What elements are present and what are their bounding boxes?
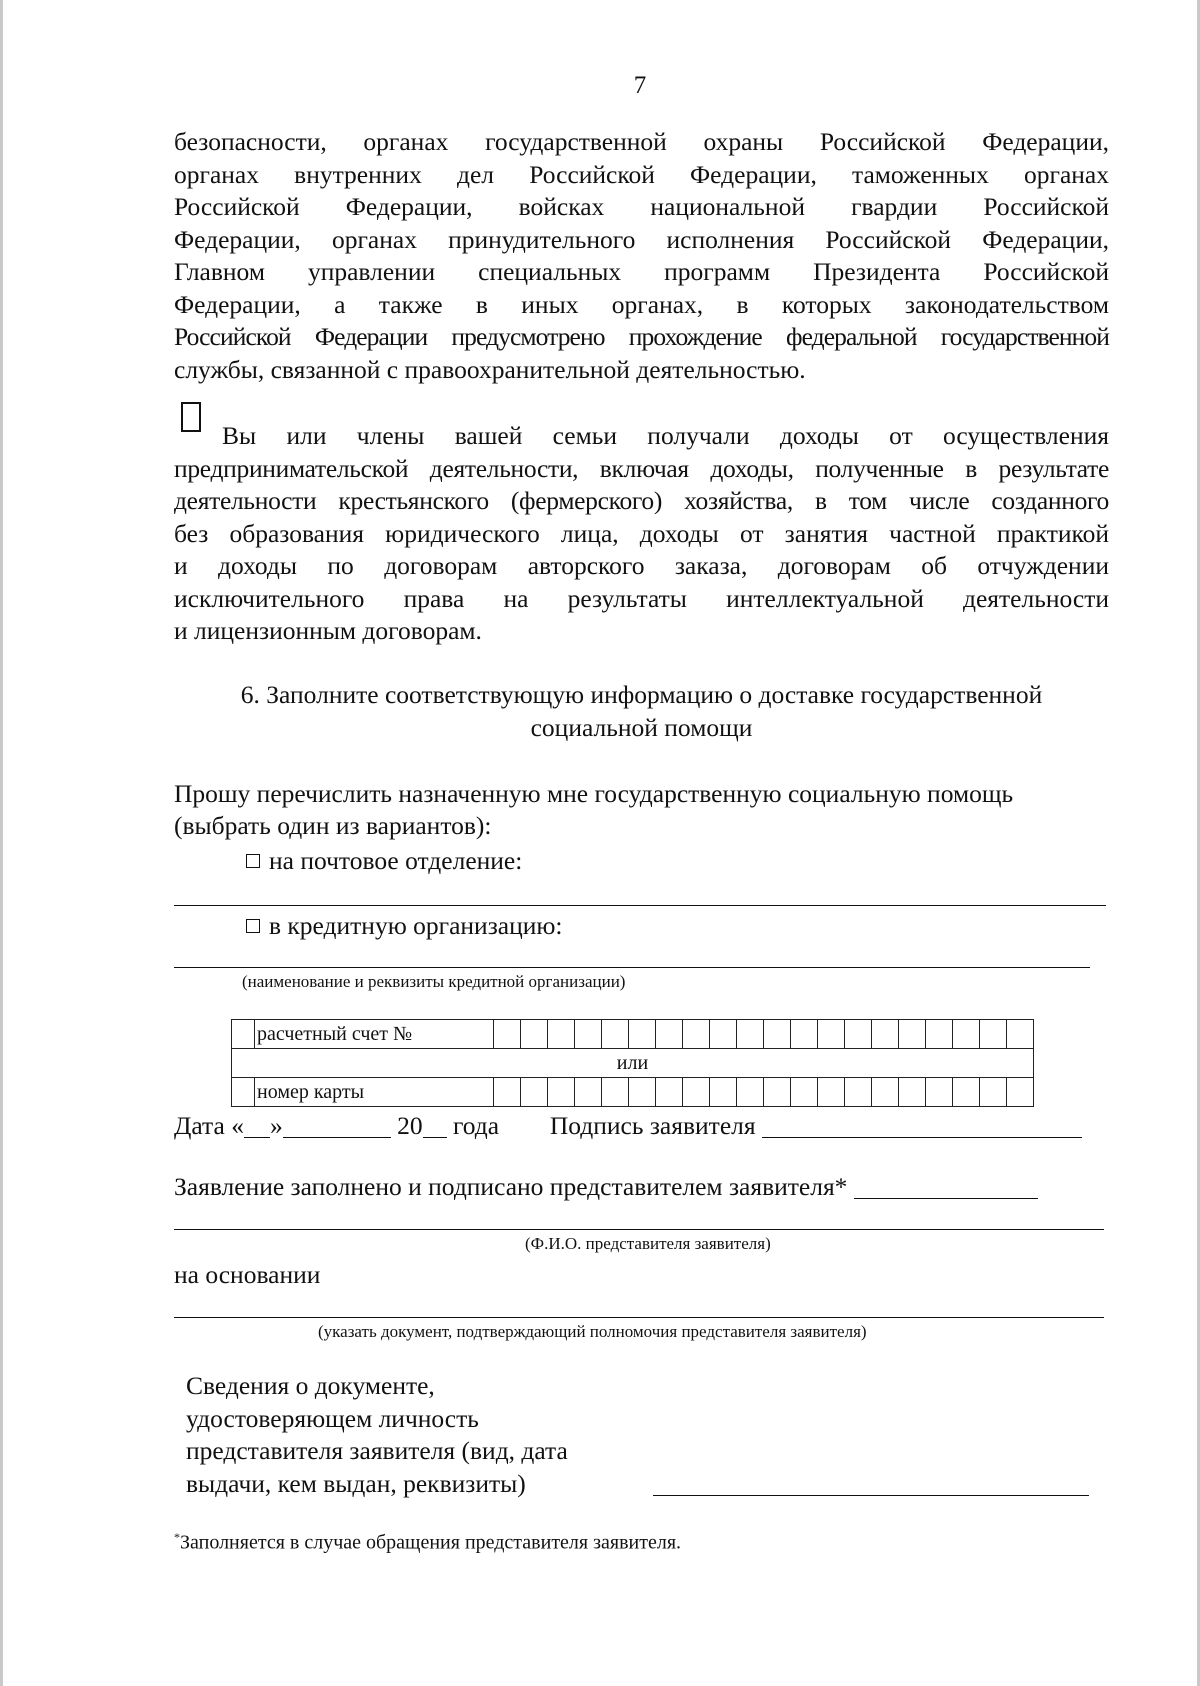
- para1-line: Российской Федерации предусмотрено прохождение федеральной государственной: [174, 322, 1109, 351]
- id-doc-line: удостоверяющем личность: [186, 1403, 479, 1433]
- representative-signature-line[interactable]: [854, 1176, 1038, 1199]
- day-input-line[interactable]: [244, 1115, 270, 1138]
- para2-line: без образования юридического лица, доходы от занятия частной практикой: [174, 518, 1109, 548]
- footnote: [174, 1530, 681, 1555]
- account-digit-cell[interactable]: [710, 1020, 737, 1049]
- basis-caption: (указать документ, подтверждающий полномочия представителя заявителя): [318, 1322, 867, 1341]
- para2-line: исключительного права на результаты интеллектуальной деятельности: [174, 583, 1109, 613]
- para1-line: Российской Федерации, войсках национальной гвардии Российской: [174, 192, 1109, 221]
- account-digit-cell[interactable]: [791, 1020, 818, 1049]
- request-line2: (выбрать один из вариантов):: [174, 811, 492, 840]
- account-digit-cell[interactable]: [845, 1020, 872, 1049]
- basis-input-line[interactable]: [174, 1317, 1104, 1318]
- representative-row: [174, 1172, 1038, 1202]
- id-document-block: [186, 1370, 568, 1500]
- account-digit-cell[interactable]: [1007, 1020, 1034, 1049]
- account-digit-cell[interactable]: [737, 1020, 764, 1049]
- card-digit-cell[interactable]: [845, 1078, 872, 1107]
- card-digit-cell[interactable]: [791, 1078, 818, 1107]
- option-bank-label: в кредитную организацию:: [269, 911, 563, 940]
- account-number-label: расчетный счет №: [255, 1020, 494, 1049]
- account-digit-cell[interactable]: [575, 1020, 602, 1049]
- representative-caption: (Ф.И.О. представителя заявителя): [525, 1234, 771, 1253]
- card-digit-cell[interactable]: [629, 1078, 656, 1107]
- card-digit-cell[interactable]: [926, 1078, 953, 1107]
- month-input-line[interactable]: [283, 1115, 391, 1138]
- request-line1: Прошу перечислить назначенную мне государственную социальную помощь: [174, 779, 1014, 808]
- account-table: [231, 1019, 1034, 1107]
- paragraph-law-enforcement: [174, 126, 1109, 386]
- card-digit-cell[interactable]: [818, 1078, 845, 1107]
- post-office-input-line[interactable]: [174, 905, 1106, 906]
- card-digit-cell[interactable]: [764, 1078, 791, 1107]
- id-doc-line: выдачи, кем выдан, реквизиты): [186, 1468, 526, 1498]
- account-digit-cell[interactable]: [953, 1020, 980, 1049]
- para2-line: деятельности крестьянского (фермерского) хозяйства, в том числе созданного: [174, 486, 1109, 515]
- card-digit-cell[interactable]: [521, 1078, 548, 1107]
- card-digit-cell[interactable]: [602, 1078, 629, 1107]
- para1-line: Главном управлении специальных программ Президента Российской: [174, 257, 1109, 286]
- para2-line: и лицензионным договорам.: [174, 616, 482, 645]
- bank-caption: (наименование и реквизиты кредитной организации): [242, 972, 626, 991]
- or-label: или: [232, 1049, 1034, 1078]
- account-digit-cell[interactable]: [683, 1020, 710, 1049]
- section-6-title-line1: 6. Заполните соответствующую информацию о доставке государственной: [240, 680, 1043, 709]
- account-digit-cell[interactable]: [629, 1020, 656, 1049]
- card-digit-cell[interactable]: [980, 1078, 1007, 1107]
- account-digit-cell[interactable]: [521, 1020, 548, 1049]
- page-number: 7: [633, 72, 647, 99]
- year-input-line[interactable]: [423, 1115, 447, 1138]
- card-digit-cell[interactable]: [656, 1078, 683, 1107]
- card-digit-cell[interactable]: [899, 1078, 926, 1107]
- para1-line: Федерации, органах принудительного исполнения Российской Федерации,: [174, 224, 1109, 254]
- account-digit-cell[interactable]: [818, 1020, 845, 1049]
- para2-line: и доходы по договорам авторского заказа, договорам об отчуждении: [174, 551, 1109, 580]
- card-digit-cell[interactable]: [1007, 1078, 1034, 1107]
- para2-line: предпринимательской деятельности, включая доходы, полученные в результате: [174, 453, 1109, 483]
- year-prefix: 20: [397, 1111, 423, 1140]
- representative-name-input-line[interactable]: [174, 1229, 1104, 1230]
- signature-label: Подпись заявителя: [549, 1111, 756, 1140]
- date-label: Дата «: [174, 1111, 244, 1140]
- id-doc-line: Сведения о документе,: [186, 1371, 435, 1400]
- option-post-label: на почтовое отделение:: [269, 846, 523, 875]
- para2-line: Вы или члены вашей семьи получали доходы от осуществления: [222, 421, 1109, 450]
- account-digit-cell[interactable]: [926, 1020, 953, 1049]
- signature-input-line[interactable]: [762, 1115, 1082, 1138]
- card-digit-cell[interactable]: [494, 1078, 521, 1107]
- account-digit-cell[interactable]: [656, 1020, 683, 1049]
- account-digit-cell[interactable]: [602, 1020, 629, 1049]
- credit-org-checkbox-icon[interactable]: [246, 919, 260, 933]
- option-credit-org[interactable]: [246, 911, 563, 941]
- option-post-office[interactable]: [246, 846, 522, 876]
- date-quote-close: »: [269, 1111, 283, 1140]
- id-document-input-line[interactable]: [653, 1495, 1089, 1496]
- post-office-checkbox-icon[interactable]: [246, 854, 260, 868]
- account-digit-cell[interactable]: [980, 1020, 1007, 1049]
- card-digit-cell[interactable]: [548, 1078, 575, 1107]
- date-signature-row: [174, 1111, 1082, 1141]
- page-edge-left: [0, 0, 3, 1686]
- para1-line: безопасности, органах государственной охраны Российской Федерации,: [174, 127, 1109, 156]
- request-block: [174, 778, 1114, 842]
- card-digit-cell[interactable]: [737, 1078, 764, 1107]
- account-digit-cell[interactable]: [494, 1020, 521, 1049]
- account-digit-cell[interactable]: [872, 1020, 899, 1049]
- card-digit-cell[interactable]: [683, 1078, 710, 1107]
- basis-label: на основании: [174, 1260, 321, 1289]
- account-digit-cell[interactable]: [764, 1020, 791, 1049]
- paragraph-business-income: [174, 420, 1109, 648]
- or-row: [232, 1049, 1034, 1078]
- card-row: [232, 1078, 1034, 1107]
- section-6-title-line2: социальной помощи: [530, 713, 753, 742]
- card-digit-cell[interactable]: [872, 1078, 899, 1107]
- footnote-text: Заполняется в случае обращения представителя заявителя.: [180, 1531, 682, 1554]
- card-digit-cell[interactable]: [953, 1078, 980, 1107]
- representative-label: Заявление заполнено и подписано представителем заявителя*: [174, 1172, 848, 1201]
- card-digit-cell[interactable]: [710, 1078, 737, 1107]
- account-digit-cell[interactable]: [548, 1020, 575, 1049]
- account-row: [232, 1020, 1034, 1049]
- section-6-heading: [174, 678, 1109, 744]
- card-digit-cell[interactable]: [575, 1078, 602, 1107]
- card-number-label: номер карты: [255, 1078, 494, 1107]
- para1-line: органах внутренних дел Российской Федерации, таможенных органах: [174, 159, 1109, 189]
- year-suffix: года: [452, 1111, 500, 1140]
- credit-org-input-line[interactable]: [174, 967, 1090, 968]
- para1-line: службы, связанной с правоохранительной деятельностью.: [174, 354, 806, 384]
- card-margin-cell: [232, 1078, 255, 1107]
- account-digit-cell[interactable]: [899, 1020, 926, 1049]
- account-margin-cell: [232, 1020, 255, 1049]
- footnote-mark: *: [174, 1530, 180, 1544]
- id-doc-line: представителя заявителя (вид, дата: [186, 1436, 568, 1465]
- para1-line: Федерации, а также в иных органах, в которых законодательством: [174, 289, 1109, 319]
